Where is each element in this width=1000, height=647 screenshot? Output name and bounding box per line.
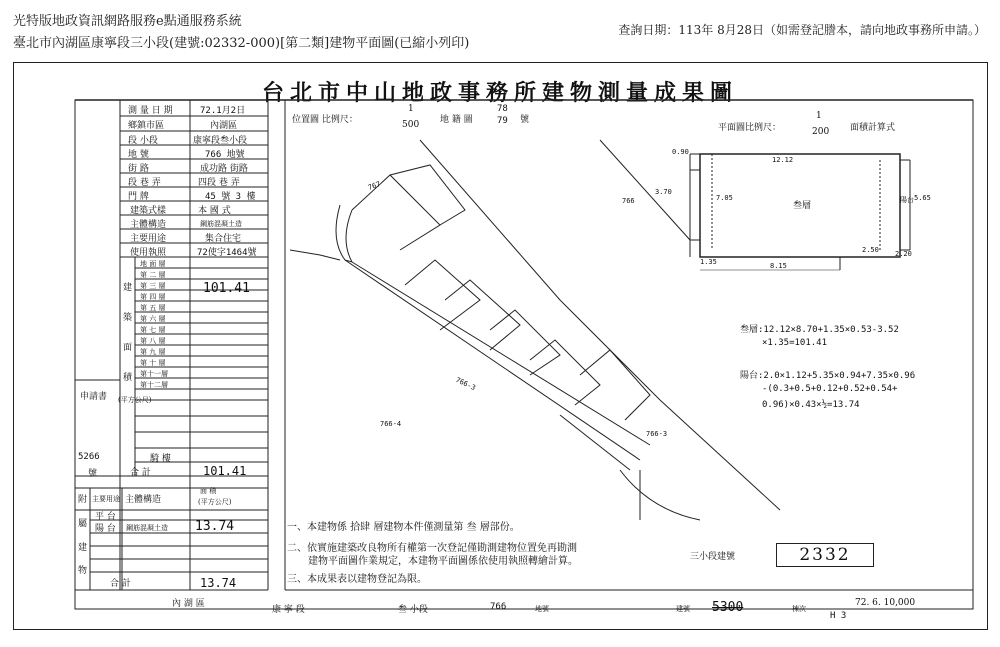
usage-value: 集合住宅: [205, 234, 242, 244]
floor-scale-numerator: 1: [816, 111, 822, 121]
building-number-box: 2332: [776, 543, 874, 567]
dim-label: 7.05: [716, 194, 733, 202]
map-label: 地 籍 圖: [440, 115, 473, 125]
floor-row: 第 四 層: [140, 293, 166, 301]
total-value: 101.41: [203, 464, 247, 478]
floor-row: 第 三 層: [140, 282, 166, 290]
structure-label: 主體構造: [130, 220, 167, 230]
floor-scale-label: 平面圖比例尺：: [718, 123, 782, 133]
note-2-cont: 建物平面圖作業規定，本建物平面圖係依使用執照轉繪計算。: [308, 556, 578, 567]
annex-total-value: 13.74: [200, 576, 237, 590]
measure-date-label: 測 量 日 期: [128, 106, 173, 116]
dim-label: 8.15: [770, 262, 787, 270]
lot-label: 地 號: [128, 150, 149, 160]
annex-header-usage: 主要用途: [92, 495, 120, 503]
applicant-label: 申請書: [80, 392, 108, 402]
bottom-build-number: 5300: [712, 600, 744, 615]
lot-label-766-4: 766-4: [380, 420, 402, 428]
floor-row: 第 九 層: [140, 348, 166, 356]
location-scale-label: 位置圖 比例尺：: [292, 115, 358, 125]
floor-row: 第 二 層: [140, 271, 166, 279]
annex-vertical: 附: [78, 495, 88, 505]
annex-total-label: 合 計: [110, 579, 131, 589]
balcony-calc-line-1: 陽台:2.0×1.12+5.35×0.94+7.35×0.96: [740, 371, 916, 381]
query-date: 查詢日期：113年 8月28日（如需登記謄本，請向地政事務所申請。）: [618, 23, 986, 37]
dim-label: 1.35: [700, 258, 717, 266]
build-style-value: 本 國 式: [198, 206, 231, 216]
permit-label: 使用執照: [130, 248, 167, 258]
annex-vertical: 物: [78, 566, 88, 576]
annex-row-platform: 平 台: [95, 512, 116, 522]
lot-label-767: 767: [367, 180, 382, 192]
measure-date-value: 72.1月2日: [200, 106, 246, 116]
ride-label: 騎 樓: [150, 454, 171, 464]
applicant-number-suffix: 號: [88, 469, 98, 479]
lot-label-766: 766: [622, 197, 635, 205]
district-value: 內湖區: [210, 121, 238, 131]
location-scale-numerator: 1: [408, 104, 414, 114]
system-title: 光特版地政資訊網路服務e點通服務系統: [13, 14, 242, 29]
district-label: 鄉鎮市區: [128, 121, 165, 131]
side-vertical-2: 築: [123, 313, 133, 323]
floor-row: 第 十 層: [140, 359, 166, 367]
document-title: 台北市中山地政事務所建物測量成果圖: [261, 80, 738, 106]
bottom-lot-label: 地號: [535, 605, 549, 613]
location-scale-denominator: 500: [402, 120, 420, 130]
dim-label: 0.90: [672, 148, 689, 156]
lane-value: 四段 巷 弄: [198, 178, 240, 188]
dim-label: 5.65: [914, 194, 931, 202]
room-label: 叁層: [793, 201, 812, 211]
section-label: 段 小段: [128, 136, 158, 146]
lot-label-766-3b: 766-3: [646, 430, 668, 438]
lot-label-766-3: 766-3: [454, 375, 477, 393]
applicant-number: 5266: [78, 452, 100, 462]
floor-row: 第十二層: [140, 381, 168, 389]
usage-label: 主要用途: [130, 234, 167, 244]
floor-formula-label: 面積計算式: [850, 123, 896, 133]
balcony-calc-line-2: -(0.3+0.5+0.12+0.52+0.54+: [762, 384, 898, 394]
street-label: 街 路: [128, 164, 149, 174]
note-3: 三、本成果表以建物登記為限。: [287, 574, 427, 585]
bottom-order: H 3: [830, 611, 847, 621]
bottom-subsection: 叁 小段: [398, 605, 428, 615]
map-number-bottom: 79: [497, 116, 508, 126]
structure-value: 鋼筋混凝土造: [200, 220, 242, 228]
floor3-area: 101.41: [203, 281, 250, 296]
floor-row: 第 七 層: [140, 326, 166, 334]
annex-unit: (平方公尺): [198, 498, 232, 506]
build-style-label: 建築式樣: [130, 206, 167, 216]
door-label: 門 牌: [128, 192, 149, 202]
annex-header-structure: 主體構造: [125, 495, 162, 505]
side-vertical-3: 面: [123, 343, 133, 353]
annex-row-balcony-area: 13.74: [195, 519, 235, 534]
bottom-lot: 766: [490, 602, 507, 612]
lane-label: 段 巷 弄: [128, 178, 161, 188]
floor-calc-line-2: ×1.35=101.41: [762, 338, 828, 348]
bottom-section: 康 寧 段: [272, 605, 305, 615]
location-subtitle: 臺北市內湖區康寧段三小段(建號:02332-000)[第二類]建物平面圖(已縮小列印): [13, 36, 470, 51]
lot-value: 766 地號: [205, 150, 245, 160]
floor-calc-line-1: 叁層:12.12×8.70+1.35×0.53-3.52: [740, 325, 899, 335]
annex-vertical: 屬: [78, 519, 88, 529]
floor-row: 第 五 層: [140, 304, 166, 312]
floor-row: 第 六 層: [140, 315, 166, 323]
bottom-order-label: 棟次: [792, 605, 806, 613]
map-number-top: 78: [497, 104, 508, 114]
dim-label: 2.50: [862, 246, 879, 254]
floor-row: 第 八 層: [140, 337, 166, 345]
dim-label: 12.12: [772, 156, 794, 164]
note-2: 二、依實施建築改良物所有權第一次登記僅勘測建物位置免再勘測: [287, 543, 577, 554]
building-number-label: 三小段建號: [690, 552, 736, 562]
map-number-suffix: 號: [520, 115, 530, 125]
dim-label: 3.70: [655, 188, 672, 196]
annex-row-balcony-structure: 鋼筋混凝土造: [126, 524, 168, 532]
side-unit: (平方公尺): [118, 396, 152, 404]
floor-row: 地 面 層: [140, 260, 166, 268]
side-vertical-1: 建: [123, 283, 133, 293]
annex-vertical: 建: [78, 543, 88, 553]
note-1: 一、本建物係 拾肆 層建物本件僅測量第 叁 層部份。: [287, 522, 520, 533]
balcony-calc-line-3: 0.96)×0.43×½=13.74: [762, 400, 860, 410]
section-value: 康寧段叁小段: [193, 136, 248, 146]
dim-label: 2.20: [895, 250, 912, 258]
door-value: 45 號 3 樓: [205, 192, 256, 202]
bottom-date: 72. 6. 10,000: [855, 598, 916, 608]
side-vertical-4: 積: [123, 373, 133, 383]
balcony-label: 陽台: [900, 196, 914, 204]
street-value: 成功路 街路: [200, 164, 248, 174]
floor-scale-denominator: 200: [812, 127, 830, 137]
bottom-district: 內 湖 區: [172, 599, 205, 609]
floor-row: 第十一層: [140, 370, 168, 378]
annex-row-balcony: 陽 台: [95, 524, 116, 534]
permit-value: 72使字1464號: [197, 248, 257, 258]
bottom-build-label: 建號: [676, 605, 690, 613]
annex-header-area: 面 積: [200, 487, 217, 495]
total-label: 合 計: [130, 468, 151, 478]
